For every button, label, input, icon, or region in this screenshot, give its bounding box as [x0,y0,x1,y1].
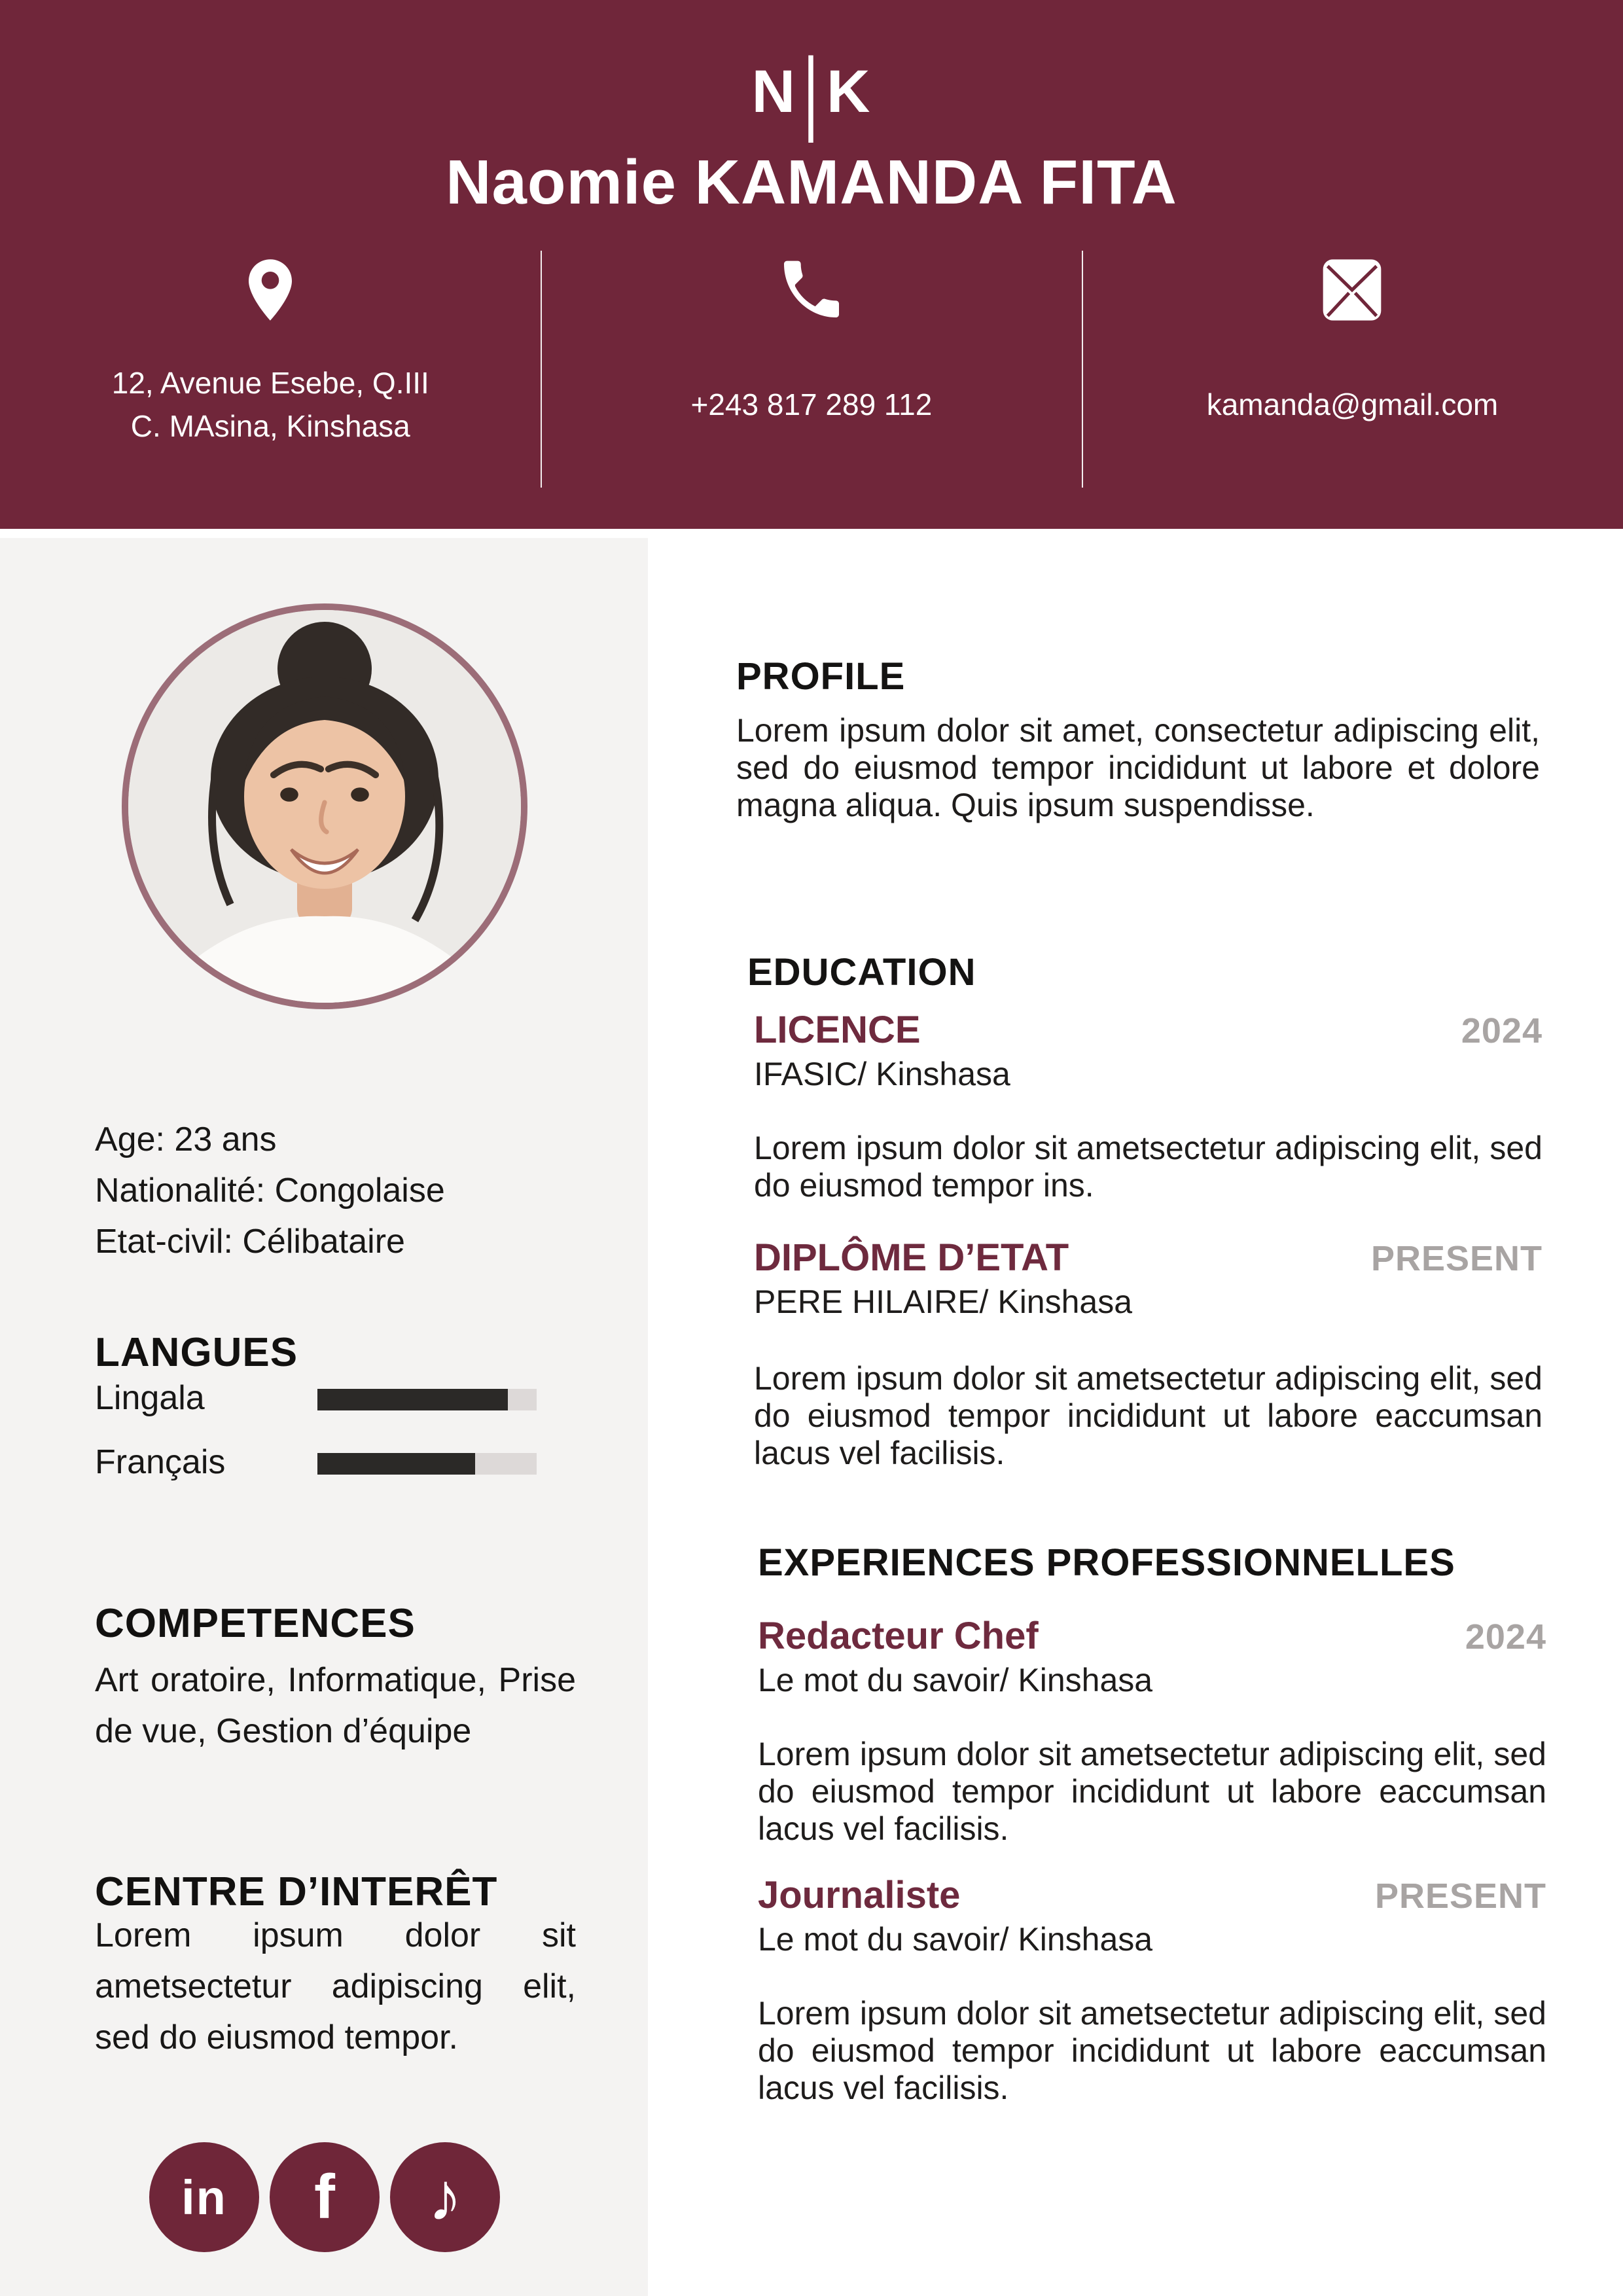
address-line-1: 12, Avenue Esebe, Q.III [111,366,429,400]
profile-heading: PROFILE [736,655,906,698]
degree-period: PRESENT [1370,1239,1543,1278]
skills-heading: COMPETENCES [95,1601,416,1647]
monogram-left: N [751,58,797,125]
envelope-icon [1315,241,1389,339]
email-text [1207,339,1499,470]
degree-period: 2024 [1461,1011,1543,1050]
language-label: Français [95,1443,226,1481]
job-period: PRESENT [1374,1876,1546,1916]
email-address: kamanda@gmail.com [1206,387,1499,422]
job-description: Lorem ipsum dolor sit ametsectetur adipiscing elit, sed do eiusmod tempor incididunt ut labore eaccumsan lacus vel facilisis. [758,1995,1546,2106]
interests-heading: CENTRE D’INTERÊT [95,1869,498,1915]
language-bar-track [317,1453,537,1475]
language-bar-track [317,1389,537,1410]
language-bar-fill [317,1389,508,1410]
degree-title: DIPLÔME D’ETAT [754,1236,1069,1279]
job-title: Journaliste [758,1874,961,1916]
monogram-divider: | [803,39,820,143]
job-company: Le mot du savoir/ Kinshasa [758,1662,1153,1698]
linkedin-glyph: in [181,2170,227,2225]
degree-institution: IFASIC/ Kinshasa [754,1056,1010,1092]
personal-marital-status: Etat-civil: Célibataire [95,1223,405,1261]
experience-entry-header [758,1873,1546,1917]
profile-text: Lorem ipsum dolor sit amet, consectetur adipiscing elit, sed do eiusmod tempor incididunt ut labore et dolore magna aliqua. Quis ipsum suspendisse. [736,712,1540,823]
contact-bar [0,241,1623,470]
personal-nationality: Nationalité: Congolaise [95,1172,445,1210]
degree-description: Lorem ipsum dolor sit ametsectetur adipiscing elit, sed do eiusmod tempor ins. [754,1130,1543,1204]
contact-email [1082,241,1623,470]
header [0,0,1623,529]
skills-text: Art oratoire, Informatique, Prise de vue, Gestion d’équipe [95,1661,576,1750]
monogram [0,39,1623,143]
location-pin-icon [234,241,306,339]
job-title: Redacteur Chef [758,1615,1039,1657]
job-description: Lorem ipsum dolor sit ametsectetur adipiscing elit, sed do eiusmod tempor incididunt ut labore eaccumsan lacus vel facilisis. [758,1736,1546,1847]
education-heading: EDUCATION [747,951,976,994]
linkedin-icon[interactable] [149,2142,259,2252]
social-links [149,2142,500,2252]
page-title: Naomie KAMANDA FITA [446,147,1177,217]
phone-icon [775,241,848,339]
contact-divider [1082,251,1083,488]
job-period: 2024 [1465,1617,1546,1657]
interests-text: Lorem ipsum dolor sit ametsectetur adipiscing elit, sed do eiusmod tempor. [95,1916,576,2056]
personal-info [95,1114,576,1267]
contact-address [0,241,541,470]
personal-age: Age: 23 ans [95,1121,277,1158]
education-entry-header [754,1236,1543,1280]
phone-text [690,339,932,470]
facebook-icon[interactable] [270,2142,380,2252]
language-bar-fill [317,1453,475,1475]
experience-heading: EXPERIENCES PROFESSIONNELLES [758,1541,1455,1584]
phone-number: +243 817 289 112 [690,387,933,422]
contact-divider [541,251,542,488]
tiktok-icon[interactable] [390,2142,500,2252]
address-text [112,339,429,470]
job-company: Le mot du savoir/ Kinshasa [758,1921,1153,1958]
language-label: Lingala [95,1379,205,1417]
degree-title: LICENCE [754,1009,921,1051]
experience-entry-header [758,1614,1546,1658]
contact-phone [541,241,1082,470]
degree-institution: PERE HILAIRE/ Kinshasa [754,1283,1133,1320]
languages-heading: LANGUES [95,1330,298,1376]
tiktok-glyph: ♪ [428,2159,462,2235]
facebook-glyph: f [314,2162,335,2232]
address-line-2: C. MAsina, Kinshasa [130,409,410,443]
sidebar [0,538,648,2296]
monogram-right: K [826,58,872,125]
education-entry-header [754,1008,1543,1052]
profile-photo [122,603,527,1009]
degree-description: Lorem ipsum dolor sit ametsectetur adipiscing elit, sed do eiusmod tempor incididunt ut labore eaccumsan lacus vel facilisis. [754,1360,1543,1471]
